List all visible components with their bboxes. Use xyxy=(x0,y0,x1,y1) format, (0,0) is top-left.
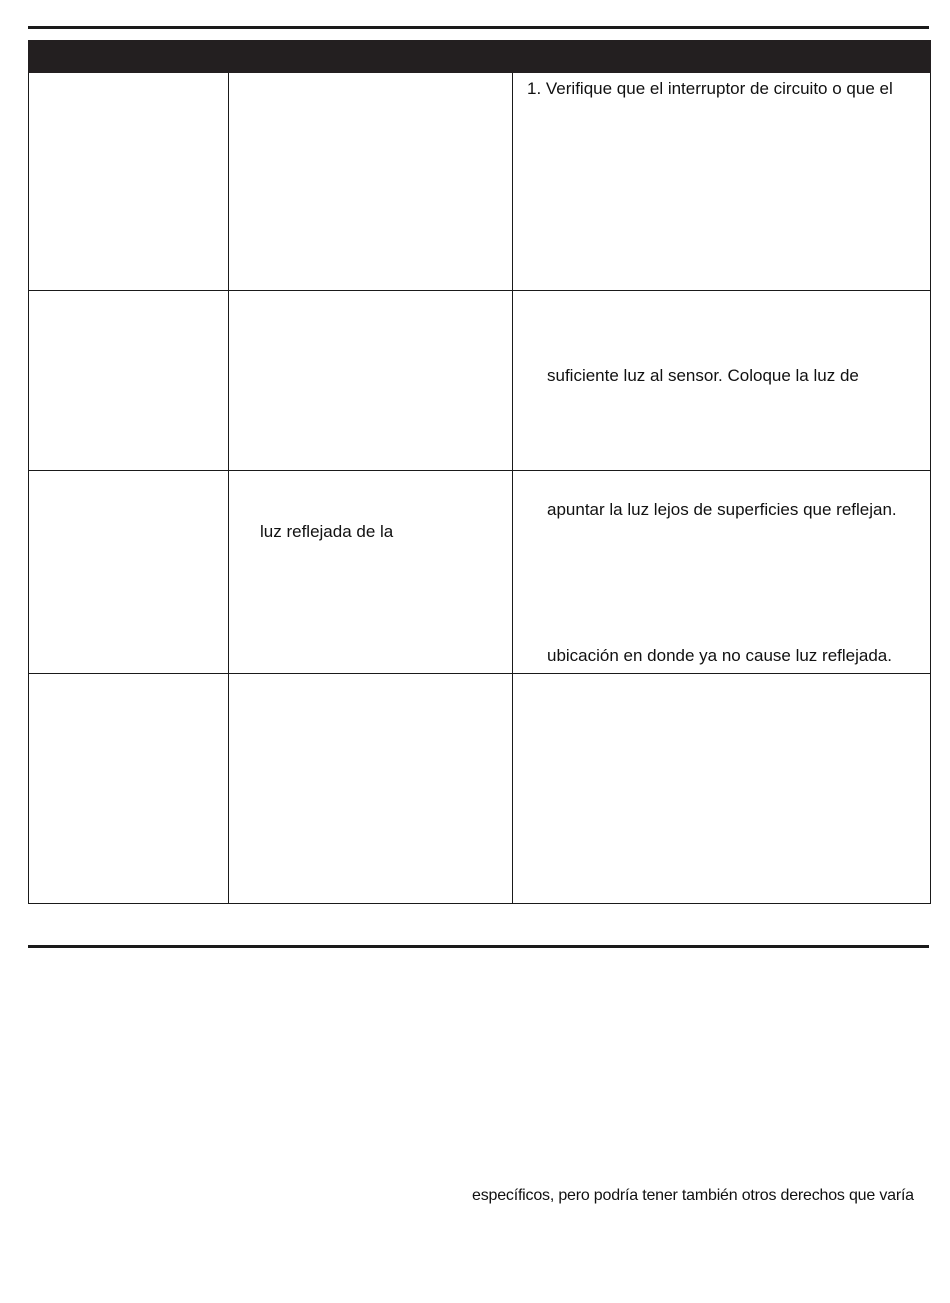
table-row xyxy=(29,291,931,471)
warranty-text-line: específicos, pero podría tener también otros derechos que varía xyxy=(472,1187,914,1204)
troubleshooting-table xyxy=(28,40,931,904)
remedy-cell xyxy=(513,674,931,904)
symptom-cell xyxy=(29,674,229,904)
symptom-cell xyxy=(29,471,229,674)
header-cell-remedy xyxy=(513,41,931,73)
table-header-row xyxy=(29,41,931,73)
remedy-line: ubicación en donde ya no cause luz reflejada. xyxy=(547,646,892,665)
cause-cell xyxy=(229,73,513,291)
cause-cell xyxy=(229,471,513,674)
symptom-cell xyxy=(29,73,229,291)
remedy-cell xyxy=(513,471,931,674)
remedy-line: 1. Verifique que el interruptor de circuito o que el xyxy=(527,79,893,98)
cause-line: luz reflejada de la xyxy=(260,522,394,541)
remedy-line: suficiente luz al sensor. Coloque la luz de xyxy=(547,366,859,385)
table-row xyxy=(29,73,931,291)
table-row xyxy=(29,471,931,674)
remedy-line: apuntar la luz lejos de superficies que reflejan. xyxy=(547,500,897,519)
cause-cell xyxy=(229,291,513,471)
cause-cell xyxy=(229,674,513,904)
symptom-cell xyxy=(29,291,229,471)
section-rule xyxy=(28,945,929,948)
header-cell-symptom xyxy=(29,41,229,73)
remedy-cell xyxy=(513,73,931,291)
header-cell-cause xyxy=(229,41,513,73)
table-row xyxy=(29,674,931,904)
top-rule xyxy=(28,26,929,29)
remedy-cell xyxy=(513,291,931,471)
